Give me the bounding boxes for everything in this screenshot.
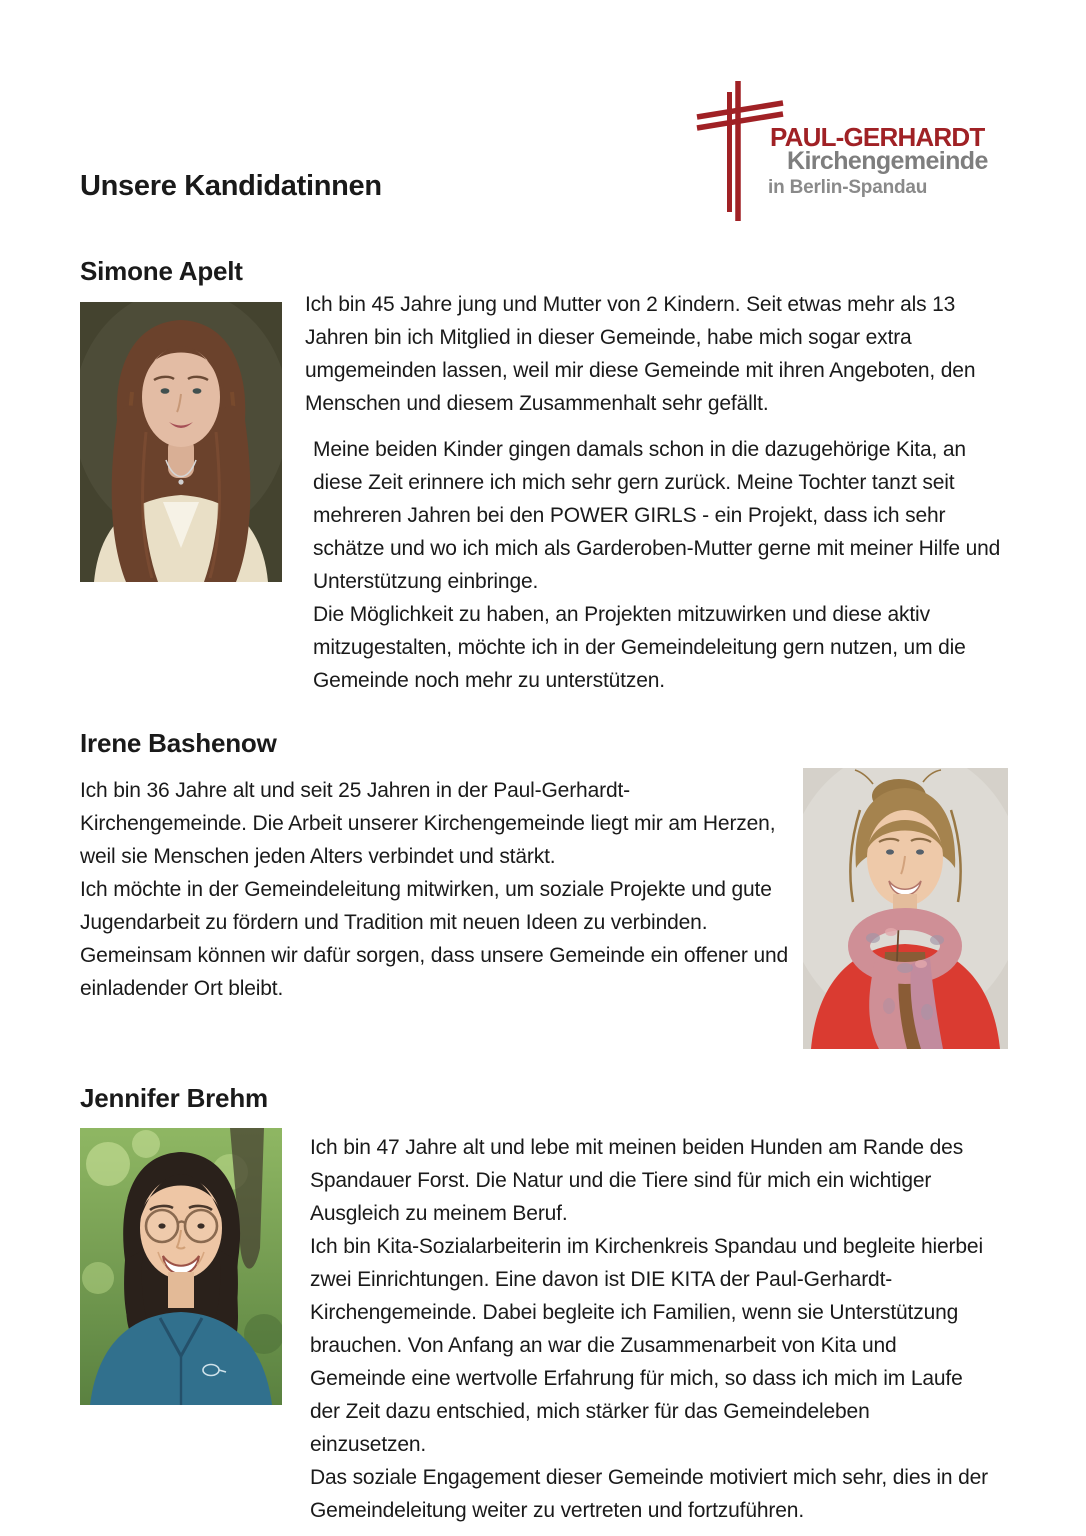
candidate-name-heading: Simone Apelt: [80, 256, 243, 286]
candidate-name-heading: Irene Bashenow: [80, 728, 277, 758]
portrait-illustration: [80, 1128, 282, 1405]
bio-paragraph: Das soziale Engagement dieser Gemeinde motiviert mich sehr, dies in der Gemeindeleitung weiter zu vertreten und fortzuführen.: [310, 1466, 989, 1522]
bio-paragraph: Meine beiden Kinder gingen damals schon in die dazugehörige Kita, an diese Zeit erinnere ich mich sehr gern zurück. Meine Tochter tanzt seit mehreren Jahren bei den POWER GIRLS - ein Projekt, dass ich sehr schätze und wo ich mich als Garderoben-Mutter gerne mit meiner Hilfe und Unterstützung einbringe.: [313, 438, 1001, 593]
logo-org-type: Kirchengemeinde: [787, 147, 988, 175]
bio-paragraph: Gemeinsam können wir dafür sorgen, dass unsere Gemeinde ein offener und einladender Ort bleibt.: [80, 944, 789, 1000]
candidate-section-simone-apelt: [80, 256, 1008, 697]
candidate-section-jennifer-brehm: [80, 1083, 1008, 1527]
logo-location: in Berlin-Spandau: [768, 177, 928, 198]
portrait-photo-simone-apelt: [80, 302, 282, 697]
church-logo: [694, 76, 1034, 224]
page-title: Unsere Kandidatinnen: [80, 170, 382, 202]
candidate-section-irene-bashenow: [80, 728, 1008, 1049]
candidate-bio: [80, 772, 792, 1049]
portrait-illustration: [803, 768, 1008, 1049]
candidate-bio: [305, 288, 1005, 697]
bio-paragraph: Ich möchte in der Gemeindeleitung mitwirken, um soziale Projekte und gute Jugendarbeit zu fördern und Tradition mit neuen Ideen zu verbinden.: [80, 878, 772, 934]
portrait-photo-irene-bashenow: [803, 768, 1008, 1049]
candidate-bio: [310, 1128, 988, 1527]
logo-org-name: PAUL-GERHARDT: [770, 122, 985, 152]
portrait-illustration: [80, 302, 282, 582]
bio-paragraph: Die Möglichkeit zu haben, an Projekten mitzuwirken und diese aktiv mitzugestalten, möchte ich in der Gemeindeleitung gern nutzen, um die Gemeinde noch mehr zu unterstützen.: [313, 603, 966, 692]
bio-paragraph: Ich bin 45 Jahre jung und Mutter von 2 Kindern. Seit etwas mehr als 13 Jahren bin ich Mitglied in dieser Gemeinde, habe mich sogar extra umgemeinden lassen, weil mir diese Gemeinde mit ihren Angeboten, den Menschen und diesem Zusammenhalt sehr gefällt.: [305, 293, 976, 415]
candidate-name-heading: Jennifer Brehm: [80, 1083, 268, 1113]
bio-paragraph: Ich bin Kita-Sozialarbeiterin im Kirchenkreis Spandau und begleite hierbei zwei Einrichtungen. Eine davon ist DIE KITA der Paul-Gerhardt-Kirchengemeinde. Dabei begleite ich Familien, wenn sie Unterstützung brauchen. Von Anfang an war die Zusammenarbeit von Kita und Gemeinde eine wertvolle Erfahrung für mich, so dass ich mich im Laufe der Zeit dazu entschied, mich stärker für das Gemeindeleben einzusetzen.: [310, 1235, 983, 1456]
bio-paragraph: Ich bin 36 Jahre alt und seit 25 Jahren in der Paul-Gerhardt-Kirchengemeinde. Die Arbeit unserer Kirchengemeinde liegt mir am Herzen, weil sie Menschen jeden Alters verbindet und stärkt.: [80, 779, 776, 868]
bio-paragraph: Ich bin 47 Jahre alt und lebe mit meinen beiden Hunden am Rande des Spandauer Forst. Die Natur und die Tiere sind für mich ein wichtiger Ausgleich zu meinem Beruf.: [310, 1136, 964, 1225]
portrait-photo-jennifer-brehm: [80, 1128, 282, 1527]
